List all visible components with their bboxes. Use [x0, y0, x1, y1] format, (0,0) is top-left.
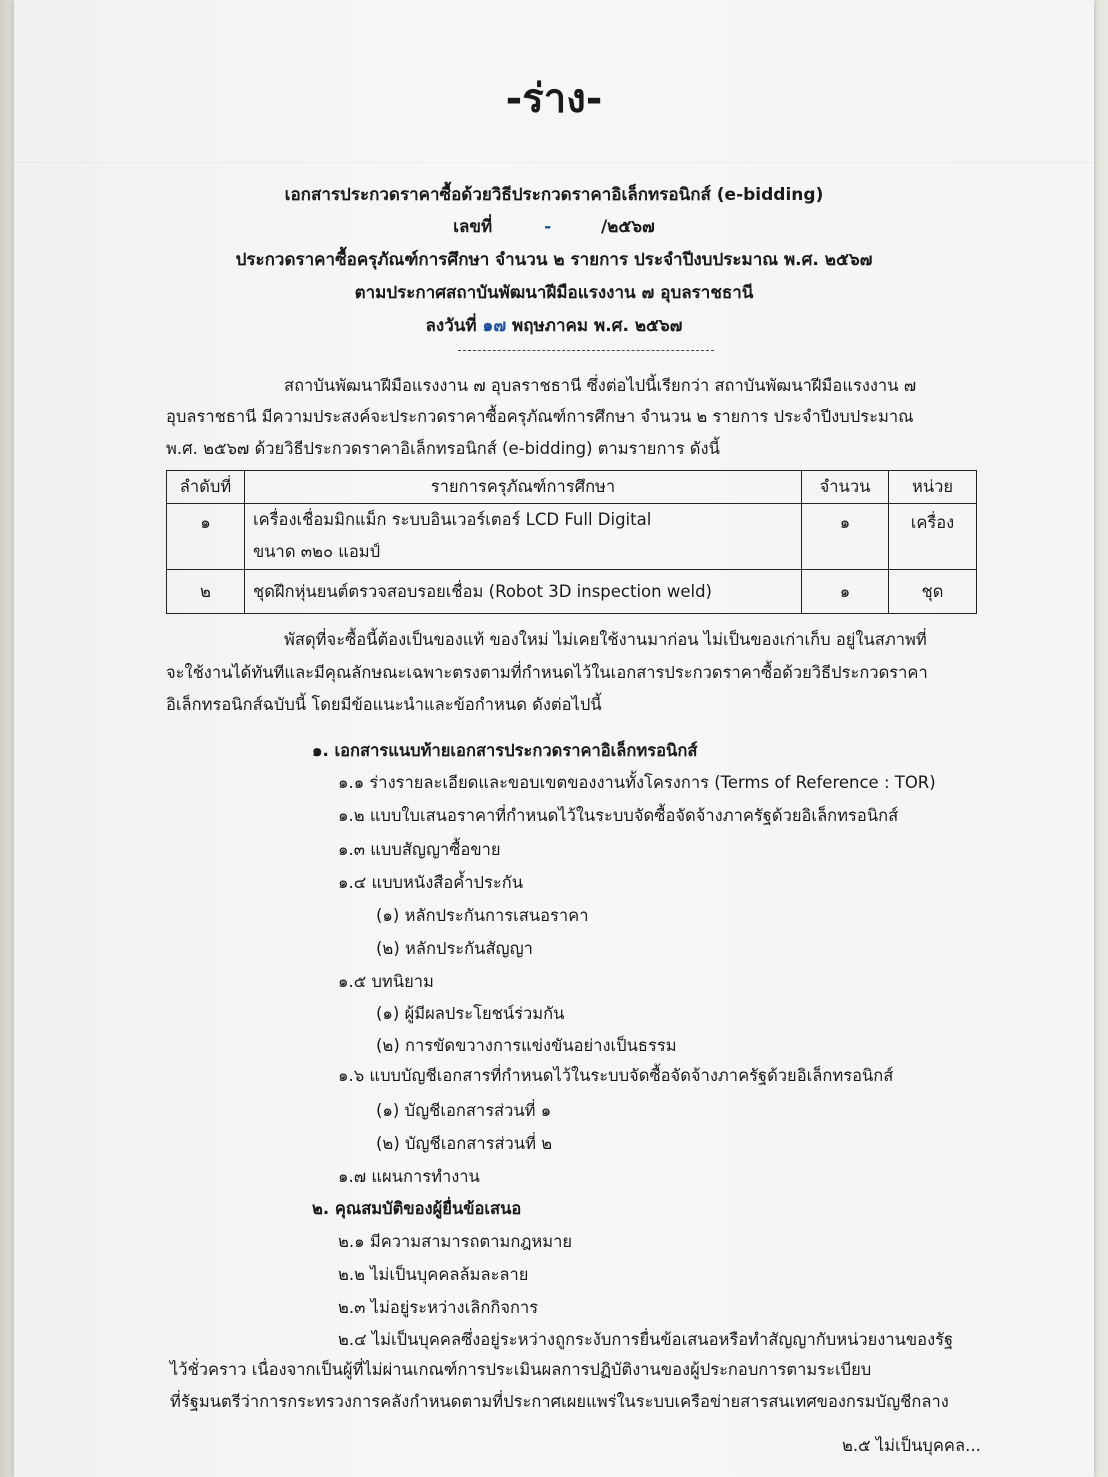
table-header-row [167, 471, 977, 504]
item-2-1: ๒.๑ มีความสามารถตามกฎหมาย [338, 1232, 573, 1251]
item-1-4: ๑.๔ แบบหนังสือค้ำประกัน [338, 873, 523, 892]
table-row [167, 570, 977, 614]
row1-unit: เครื่อง [889, 504, 977, 570]
section-2-heading: ๒. คุณสมบัติของผู้ยื่นข้อเสนอ [312, 1199, 522, 1218]
date-rest: พฤษภาคม พ.ศ. ๒๕๖๗ [512, 316, 683, 336]
doc-title: เอกสารประกวดราคาซื้อด้วยวิธีประกวดราคาอิเล็กทรอนิกส์ (e-bidding) [284, 185, 824, 205]
doc-number-label: เลขที่ [453, 217, 493, 237]
row2-unit: ชุด [889, 570, 977, 614]
date-day: ๑๗ [482, 316, 507, 336]
row2-qty: ๑ [802, 570, 889, 614]
dashed-divider [458, 350, 714, 351]
item-1-5-2: (๒) การขัดขวางการแข่งขันอย่างเป็นธรรม [376, 1036, 677, 1055]
item-2-4: ๒.๔ ไม่เป็นบุคคลซึ่งอยู่ระหว่างถูกระงับการยื่นข้อเสนอหรือทำสัญญากับหน่วยงานของรัฐ [338, 1330, 954, 1349]
col-header-no: ลำดับที่ [167, 471, 245, 504]
section-1-heading: ๑. เอกสารแนบท้ายเอกสารประกวดราคาอิเล็กทรอนิกส์ [312, 741, 698, 760]
doc-subject: ประกวดราคาซื้อครุภัณฑ์การศึกษา จำนวน ๒ รายการ ประจำปีงบประมาณ พ.ศ. ๒๕๖๗ [235, 250, 873, 270]
col-header-unit: หน่วย [889, 471, 977, 504]
item-2-2: ๒.๒ ไม่เป็นบุคคลล้มละลาย [338, 1265, 529, 1284]
row1-no: ๑ [167, 504, 245, 570]
row2-item: ชุดฝึกหุ่นยนต์ตรวจสอบรอยเชื่อม (Robot 3D inspection weld) [245, 570, 802, 614]
item-1-4-1: (๑) หลักประกันการเสนอราคา [376, 906, 589, 925]
item-1-7: ๑.๗ แผนการทำงาน [338, 1167, 480, 1186]
row2-no: ๒ [167, 570, 245, 614]
item-1-1: ๑.๑ ร่างรายละเอียดและขอบเขตของงานทั้งโครงการ (Terms of Reference : TOR) [338, 773, 936, 792]
intro-line-2: อุบลราชธานี มีความประสงค์จะประกวดราคาซื้อครุภัณฑ์การศึกษา จำนวน ๒ รายการ ประจำปีงบประมาณ [166, 407, 914, 426]
row1-item-line1: เครื่องเชื่อมมิกแม็ก ระบบอินเวอร์เตอร์ LCD Full Digital [253, 510, 652, 529]
date-prefix: ลงวันที่ [425, 316, 477, 336]
item-2-4-cont-2: ที่รัฐมนตรีว่าการกระทรวงการคลังกำหนดตามที่ประกาศเผยแพร่ในระบบเครือข่ายสารสนเทศของกรมบัญชีกลาง [170, 1392, 949, 1411]
col-header-qty: จำนวน [802, 471, 889, 504]
doc-date [0, 312, 1108, 339]
continuation-marker: ๒.๕ ไม่เป็นบุคคล... [842, 1436, 981, 1455]
item-1-2: ๑.๒ แบบใบเสนอราคาที่กำหนดไว้ในระบบจัดซื้อจัดจ้างภาครัฐด้วยอิเล็กทรอนิกส์ [338, 806, 899, 825]
row1-item-line2: ขนาด ๓๒๐ แอมป์ [253, 542, 381, 561]
item-1-6: ๑.๖ แบบบัญชีเอกสารที่กำหนดไว้ในระบบจัดซื้อจัดจ้างภาครัฐด้วยอิเล็กทรอนิกส์ [338, 1066, 894, 1085]
row1-qty: ๑ [802, 504, 889, 570]
item-2-4-cont-1: ไว้ชั่วคราว เนื่องจากเป็นผู้ที่ไม่ผ่านเกณฑ์การประเมินผลการปฏิบัติงานของผู้ประกอบการตามระเบียบ [170, 1360, 872, 1379]
row1-item [245, 504, 802, 570]
intro-line-3: พ.ศ. ๒๕๖๗ ด้วยวิธีประกวดราคาอิเล็กทรอนิกส์ (e-bidding) ตามรายการ ดังนี้ [166, 439, 720, 458]
para2-line-2: จะใช้งานได้ทันทีและมีคุณลักษณะเฉพาะตรงตามที่กำหนดไว้ในเอกสารประกวดราคาซื้อด้วยวิธีประกวดราคา [166, 663, 928, 682]
item-2-3: ๒.๓ ไม่อยู่ระหว่างเลิกกิจการ [338, 1298, 539, 1317]
para2-line-1: พัสดุที่จะซื้อนี้ต้องเป็นของแท้ ของใหม่ ไม่เคยใช้งานมาก่อน ไม่เป็นของเก่าเก็บ อยู่ในสภาพที่ [284, 630, 927, 649]
item-1-5-1: (๑) ผู้มีผลประโยชน์ร่วมกัน [376, 1004, 565, 1023]
item-1-4-2: (๒) หลักประกันสัญญา [376, 939, 533, 958]
intro-line-1: สถาบันพัฒนาฝีมือแรงงาน ๗ อุบลราชธานี ซึ่งต่อไปนี้เรียกว่า สถาบันพัฒนาฝีมือแรงงาน ๗ [284, 376, 917, 395]
doc-number-dash: - [544, 217, 552, 237]
paper-fold [14, 162, 1094, 165]
doc-number-year: /๒๕๖๗ [600, 217, 655, 237]
table-row [167, 504, 977, 570]
items-table [166, 470, 977, 614]
para2-line-3: อิเล็กทรอนิกส์ฉบับนี้ โดยมีข้อแนะนำและข้อกำหนด ดังต่อไปนี้ [166, 695, 602, 714]
col-header-item: รายการครุภัณฑ์การศึกษา [245, 471, 802, 504]
doc-announcement: ตามประกาศสถาบันพัฒนาฝีมือแรงงาน ๗ อุบลราชธานี [354, 283, 754, 303]
item-1-6-1: (๑) บัญชีเอกสารส่วนที่ ๑ [376, 1101, 552, 1120]
item-1-3: ๑.๓ แบบสัญญาซื้อขาย [338, 840, 501, 859]
doc-number [0, 213, 1108, 240]
item-1-5: ๑.๕ บทนิยาม [338, 972, 434, 991]
item-1-6-2: (๒) บัญชีเอกสารส่วนที่ ๒ [376, 1134, 553, 1153]
draft-mark: -ร่าง- [505, 76, 603, 122]
